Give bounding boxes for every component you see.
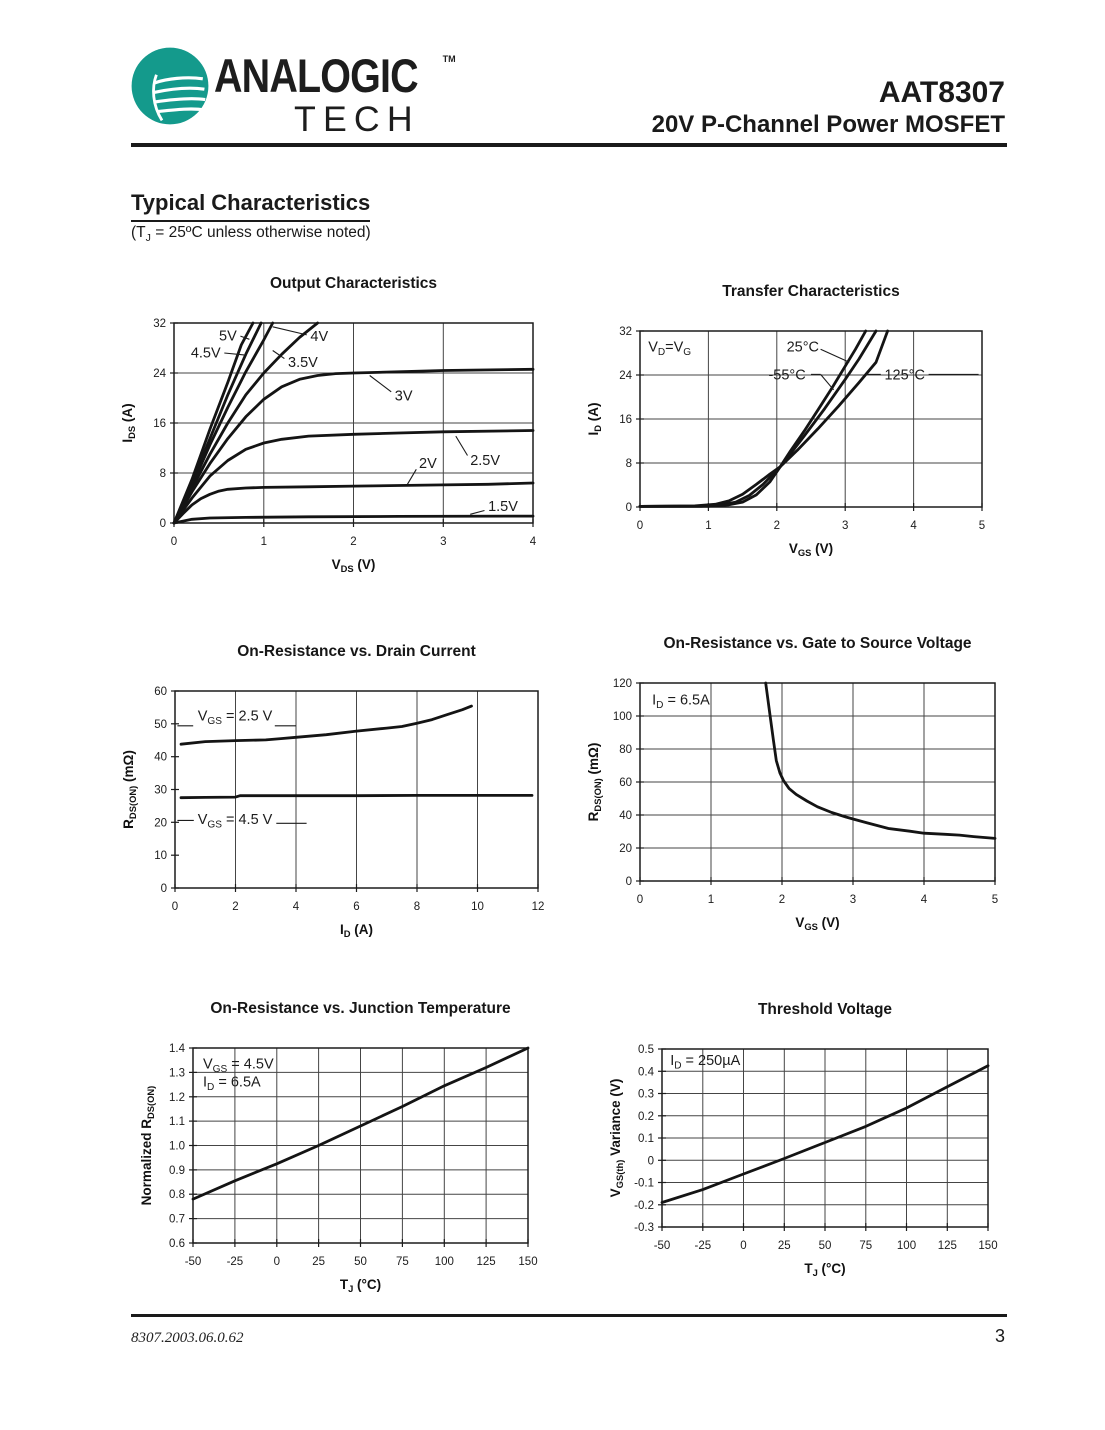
svg-text:1.0: 1.0 bbox=[169, 1140, 185, 1153]
annotation: -55°C bbox=[768, 367, 806, 384]
trademark-symbol: TM bbox=[442, 54, 456, 64]
svg-text:3: 3 bbox=[841, 520, 849, 532]
svg-text:4: 4 bbox=[910, 520, 917, 532]
svg-text:50: 50 bbox=[354, 1256, 367, 1268]
chart-transfer-characteristics-plot bbox=[582, 319, 996, 565]
svg-text:0.5: 0.5 bbox=[638, 1044, 654, 1056]
svg-text:-50: -50 bbox=[653, 1240, 671, 1252]
annotation: $I_D = 6.5A$ bbox=[652, 692, 710, 712]
chart-title: On-Resistance vs. Junction Temperature bbox=[210, 1000, 511, 1017]
svg-text:2: 2 bbox=[350, 536, 357, 548]
svg-text:VGS(th) Variance (V): $V_{GS(th)}$ Variance (V) bbox=[608, 1078, 626, 1198]
brand-tech: TECH bbox=[294, 100, 420, 139]
svg-text:50: 50 bbox=[154, 718, 167, 731]
chart-title: On-Resistance vs. Drain Current bbox=[237, 643, 476, 660]
svg-text:125: 125 bbox=[937, 1240, 957, 1252]
svg-text:16: 16 bbox=[153, 418, 166, 430]
svg-text:25: 25 bbox=[777, 1240, 791, 1252]
svg-text:0: 0 bbox=[160, 883, 167, 895]
annotation: $V_{GS} = 4.5$ V bbox=[197, 812, 273, 831]
chart-threshold-voltage-plot bbox=[604, 1037, 1002, 1285]
svg-text:100: 100 bbox=[612, 711, 632, 723]
svg-text:1.2: 1.2 bbox=[169, 1091, 185, 1104]
chart-title: On-Resistance vs. Gate to Source Voltage bbox=[663, 635, 972, 652]
svg-text:-25: -25 bbox=[226, 1256, 244, 1268]
svg-text:0: 0 bbox=[170, 536, 178, 548]
svg-text:RDS(ON) (mΩ): $R_{DS(ON)}$ (mΩ) bbox=[121, 750, 139, 829]
chart-threshold-voltage bbox=[604, 1001, 1002, 1285]
svg-text:RDS(ON) (mΩ): $R_{DS(ON)}$ (mΩ) bbox=[586, 742, 604, 822]
svg-text:TJ (°C): $T_J$ (°C) bbox=[339, 1277, 382, 1295]
annotation: $I_D = 6.5A$ bbox=[203, 1074, 261, 1094]
svg-text:32: 32 bbox=[619, 326, 632, 338]
svg-text:32: 32 bbox=[153, 318, 166, 330]
footer-page-number: 3 bbox=[994, 1326, 1005, 1346]
svg-text:0.7: 0.7 bbox=[169, 1213, 185, 1226]
svg-text:60: 60 bbox=[154, 686, 167, 698]
svg-text:100: 100 bbox=[434, 1256, 454, 1268]
svg-text:0: 0 bbox=[171, 901, 179, 913]
svg-text:TJ (°C): $T_J$ (°C) bbox=[804, 1261, 846, 1279]
svg-text:125: 125 bbox=[476, 1256, 496, 1268]
chart-rdson-vs-junction-temperature-plot bbox=[135, 1036, 542, 1301]
svg-text:1: 1 bbox=[707, 894, 715, 906]
annotation: $V_D=V_G$ bbox=[648, 339, 692, 358]
chart-rdson-vs-drain-current-plot bbox=[117, 679, 552, 946]
svg-text:0.3: 0.3 bbox=[638, 1088, 654, 1101]
svg-text:60: 60 bbox=[619, 777, 632, 789]
svg-text:20: 20 bbox=[154, 817, 167, 830]
svg-text:0.2: 0.2 bbox=[638, 1110, 654, 1123]
chart-transfer-characteristics bbox=[582, 283, 996, 565]
svg-text:12: 12 bbox=[531, 901, 545, 913]
svg-text:0: 0 bbox=[647, 1155, 654, 1168]
svg-text:10: 10 bbox=[471, 901, 484, 913]
annotation: 5V bbox=[219, 328, 237, 345]
svg-text:0.1: 0.1 bbox=[638, 1133, 654, 1145]
footer-rule bbox=[131, 1314, 1007, 1317]
header-rule bbox=[131, 143, 1007, 147]
svg-text:4: 4 bbox=[529, 536, 537, 548]
annotation: $V_{GS} = 2.5$ V bbox=[197, 708, 273, 727]
svg-text:6: 6 bbox=[353, 901, 360, 913]
svg-text:10: 10 bbox=[154, 850, 167, 863]
svg-text:75: 75 bbox=[396, 1256, 409, 1268]
svg-text:0: 0 bbox=[625, 502, 632, 514]
annotation: 3V bbox=[394, 388, 413, 405]
svg-text:0: 0 bbox=[740, 1240, 747, 1252]
svg-text:25: 25 bbox=[312, 1256, 325, 1268]
svg-text:3: 3 bbox=[849, 894, 857, 906]
annotation: $V_{GS} = 4.5V$ bbox=[203, 1056, 274, 1075]
annotation: 3.5V bbox=[288, 354, 318, 371]
chart-rdson-vs-junction-temperature bbox=[135, 1000, 542, 1301]
svg-text:5: 5 bbox=[978, 520, 986, 532]
svg-text:-25: -25 bbox=[694, 1240, 712, 1252]
svg-text:ID (A): $I_D$ (A) bbox=[586, 402, 604, 436]
svg-text:120: 120 bbox=[612, 678, 632, 690]
svg-text:40: 40 bbox=[619, 810, 632, 822]
svg-text:0.4: 0.4 bbox=[638, 1066, 654, 1079]
svg-text:30: 30 bbox=[154, 784, 167, 797]
svg-text:VGS (V): $V_{GS}$ (V) bbox=[788, 541, 834, 559]
svg-text:40: 40 bbox=[154, 751, 167, 764]
svg-text:1.1: 1.1 bbox=[169, 1116, 185, 1129]
svg-text:1: 1 bbox=[260, 536, 268, 548]
svg-text:0: 0 bbox=[273, 1256, 281, 1268]
svg-text:0.9: 0.9 bbox=[169, 1164, 185, 1177]
svg-text:0: 0 bbox=[636, 520, 644, 532]
chart-output-characteristics bbox=[116, 275, 547, 581]
svg-text:VGS (V): $V_{GS}$ (V) bbox=[795, 915, 840, 933]
svg-text:VDS (V): $V_{DS}$ (V) bbox=[331, 557, 376, 575]
svg-text:1.4: 1.4 bbox=[169, 1043, 185, 1055]
svg-text:1.3: 1.3 bbox=[169, 1067, 185, 1080]
svg-text:0: 0 bbox=[159, 518, 166, 530]
svg-text:2: 2 bbox=[232, 901, 239, 913]
svg-text:2: 2 bbox=[773, 520, 781, 532]
annotation: 2V bbox=[419, 456, 437, 473]
svg-text:ID (A): $I_D$ (A) bbox=[339, 922, 374, 940]
svg-text:150: 150 bbox=[518, 1256, 538, 1268]
logo-leaf-icon bbox=[130, 46, 210, 126]
svg-text:-0.2: -0.2 bbox=[634, 1199, 654, 1212]
section-note: ($T_J$ = 25ºC unless otherwise noted) bbox=[131, 224, 371, 245]
svg-text:20: 20 bbox=[619, 843, 632, 855]
svg-text:24: 24 bbox=[153, 368, 166, 380]
svg-text:-0.1: -0.1 bbox=[634, 1177, 654, 1190]
svg-text:2: 2 bbox=[778, 894, 786, 906]
svg-text:8: 8 bbox=[625, 458, 632, 470]
svg-text:4: 4 bbox=[292, 901, 300, 913]
product-subtitle: 20V P-Channel Power MOSFET bbox=[651, 111, 1005, 138]
svg-text:Normalized RDS(ON): Normalized $R_{DS(ON)}$ bbox=[139, 1085, 157, 1206]
svg-text:0: 0 bbox=[625, 876, 632, 888]
svg-text:IDS (A): $I_{DS}$ (A) bbox=[120, 403, 138, 443]
footer-doc-code: 8307.2003.06.0.62 bbox=[131, 1330, 244, 1346]
annotation: $I_D = 250\mu A$ bbox=[670, 1052, 741, 1072]
svg-text:0.6: 0.6 bbox=[169, 1238, 185, 1250]
svg-text:4: 4 bbox=[920, 894, 928, 906]
svg-text:100: 100 bbox=[896, 1240, 917, 1252]
svg-text:16: 16 bbox=[619, 414, 632, 426]
svg-text:0.8: 0.8 bbox=[169, 1189, 185, 1202]
annotation: 2.5V bbox=[470, 453, 501, 469]
chart-output-characteristics-plot bbox=[116, 311, 547, 581]
annotation: 4V bbox=[310, 329, 329, 346]
svg-text:80: 80 bbox=[619, 744, 632, 756]
svg-text:0: 0 bbox=[636, 894, 644, 906]
section-title: Typical Characteristics bbox=[131, 190, 370, 222]
svg-text:150: 150 bbox=[978, 1240, 998, 1252]
svg-text:3: 3 bbox=[440, 536, 447, 548]
chart-rdson-vs-drain-current bbox=[117, 643, 552, 946]
svg-text:24: 24 bbox=[619, 370, 632, 382]
svg-text:75: 75 bbox=[859, 1240, 873, 1252]
svg-text:50: 50 bbox=[818, 1240, 832, 1252]
svg-text:5: 5 bbox=[991, 894, 999, 906]
annotation: 4.5V bbox=[190, 345, 221, 362]
svg-text:1: 1 bbox=[705, 520, 712, 532]
svg-text:8: 8 bbox=[413, 901, 421, 913]
chart-title: Threshold Voltage bbox=[757, 1001, 893, 1018]
chart-title: Transfer Characteristics bbox=[722, 283, 900, 300]
chart-rdson-vs-gate-source-voltage bbox=[582, 635, 1009, 939]
svg-text:8: 8 bbox=[159, 468, 166, 480]
chart-title: Output Characteristics bbox=[269, 275, 438, 292]
svg-text:-0.3: -0.3 bbox=[634, 1222, 654, 1234]
part-number: AAT8307 bbox=[878, 76, 1005, 109]
svg-text:-50: -50 bbox=[184, 1256, 202, 1268]
brand-analogic: ANALOGIC bbox=[214, 49, 418, 102]
annotation: 1.5V bbox=[488, 499, 518, 516]
annotation: 125°C bbox=[884, 367, 925, 384]
annotation: 25°C bbox=[786, 339, 820, 356]
chart-rdson-vs-gate-source-voltage-plot bbox=[582, 671, 1009, 939]
